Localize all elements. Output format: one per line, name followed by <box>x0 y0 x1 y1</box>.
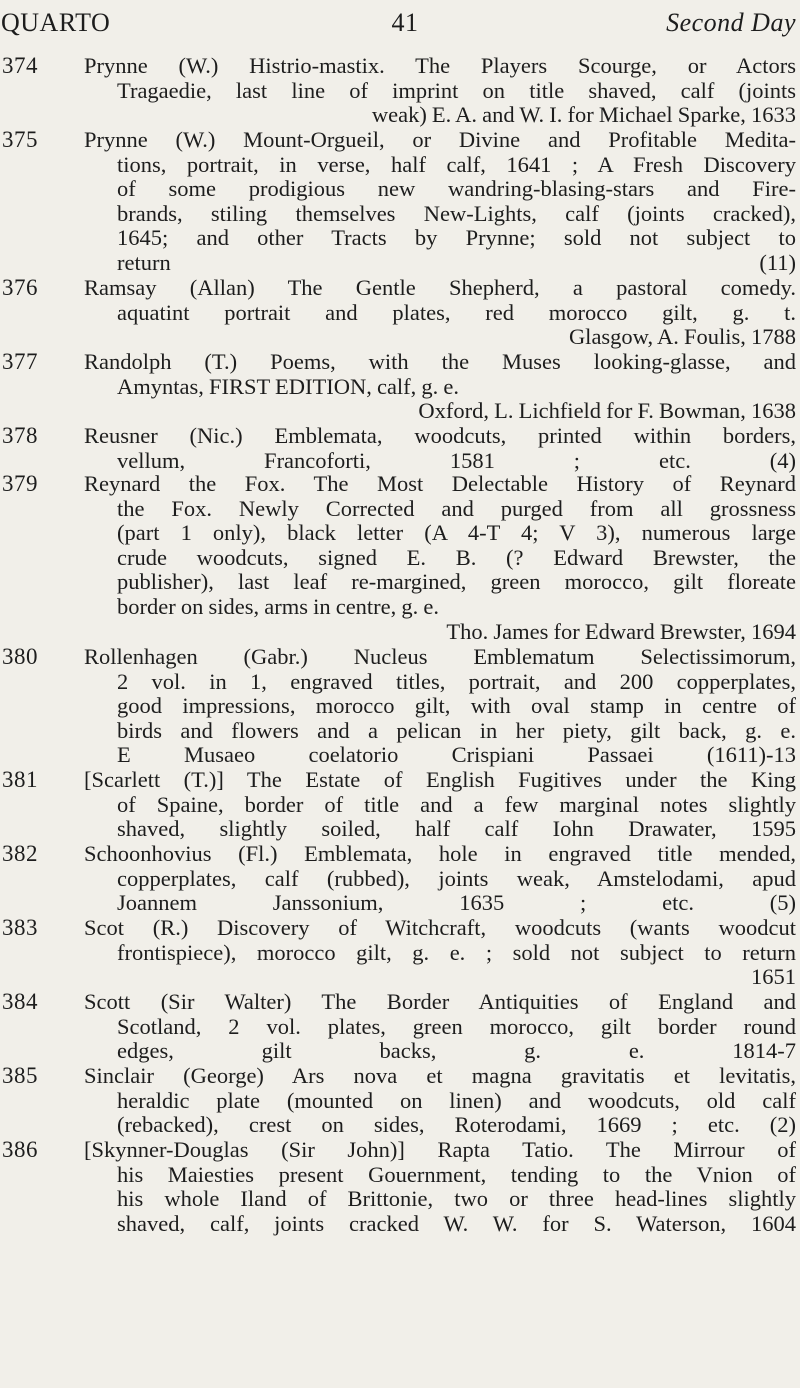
description-line: edges, gilt backs, g. e. 1814-7 <box>117 1039 796 1064</box>
description-line: Rollenhagen (Gabr.) Nucleus Emblematum Selectissimorum, <box>84 645 796 669</box>
description-line: of some prodigious new wandring-blasing-stars and Fire- <box>117 177 796 202</box>
description-line: shaved, calf, joints cracked W. W. for S. Waterson, 1604 <box>117 1211 796 1236</box>
description-line: Scott (Sir Walter) The Border Antiquities of England and <box>84 990 796 1014</box>
description-line: aquatint portrait and plates, red morocco gilt, g. t. <box>117 300 796 325</box>
description-line: weak) E. A. and W. I. for Michael Sparke, 1633 <box>371 103 796 128</box>
lot-number: 386 <box>2 1137 38 1162</box>
lot-number: 374 <box>2 53 38 78</box>
description-line: copperplates, calf (rubbed), joints weak, Amstelodami, apud <box>117 866 796 891</box>
page-number: 41 <box>391 8 419 37</box>
description-line: Oxford, L. Lichfield for F. Bowman, 1638 <box>418 399 796 424</box>
description-line: Ramsay (Allan) The Gentle Shepherd, a pastoral comedy. <box>84 276 796 300</box>
description-line: brands, stiling themselves New-Lights, calf (joints cracked), <box>117 201 796 226</box>
description-line: Scot (R.) Discovery of Witchcraft, woodcuts (wants woodcut <box>84 916 796 940</box>
lot-number: 385 <box>2 1063 38 1088</box>
lot-description <box>84 990 796 1064</box>
description-line: Randolph (T.) Poems, with the Muses looking-glasse, and <box>84 350 796 374</box>
description-line: [Scarlett (T.)] The Estate of English Fugitives under the King <box>84 768 796 792</box>
description-line: frontispiece), morocco gilt, g. e. ; sold not subject to return <box>117 940 796 965</box>
description-line: vellum, Francoforti, 1581 ; etc. (4) <box>117 448 796 473</box>
description-line: Reynard the Fox. The Most Delectable History of Reynard <box>84 472 796 496</box>
description-line: [Skynner-Douglas (Sir John)] Rapta Tatio. The Mirrour of <box>84 1138 796 1162</box>
description-line: birds and flowers and a pelican in her piety, gilt back, g. e. <box>117 718 796 743</box>
description-line: 1645; and other Tracts by Prynne; sold not subject to <box>117 226 796 251</box>
lot-description <box>84 842 796 916</box>
header-format: QUARTO <box>1 8 111 37</box>
description-line: tions, portrait, in verse, half calf, 1641 ; A Fresh Discovery <box>117 152 796 177</box>
description-line: (rebacked), crest on sides, Roterodami, 1669 ; etc. (2) <box>117 1113 796 1138</box>
description-line: Joannem Janssonium, 1635 ; etc. (5) <box>117 891 796 916</box>
page-header <box>0 8 800 42</box>
description-line: Glasgow, A. Foulis, 1788 <box>568 325 796 350</box>
description-line: the Fox. Newly Corrected and purged from all grossness <box>117 496 796 521</box>
header-sale-day: Second Day <box>666 8 796 37</box>
description-line: 2 vol. in 1, engraved titles, portrait, and 200 copperplates, <box>117 669 796 694</box>
description-line: publisher), last leaf re-margined, green morocco, gilt floreate <box>117 570 796 595</box>
description-line: Tho. James for Edward Brewster, 1694 <box>446 619 796 644</box>
description-line: of Spaine, border of title and a few marginal notes slightly <box>117 792 796 817</box>
description-line: his whole Iland of Brittonie, two or three head-lines slightly <box>117 1187 796 1212</box>
description-line: return (11) <box>117 250 796 275</box>
lot-description <box>84 128 796 276</box>
description-line: Prynne (W.) Mount-Orgueil, or Divine and Profitable Medita- <box>84 128 796 152</box>
description-line: Prynne (W.) Histrio-mastix. The Players Scourge, or Actors <box>84 54 796 78</box>
lot-description <box>84 472 796 644</box>
description-line: border on sides, arms in centre, g. e. <box>117 594 440 619</box>
lot-number: 379 <box>2 471 38 496</box>
description-line: Reusner (Nic.) Emblemata, woodcuts, printed within borders, <box>84 424 796 448</box>
lot-description <box>84 350 796 424</box>
description-line: good impressions, morocco gilt, with oval stamp in centre of <box>117 694 796 719</box>
lot-number: 381 <box>2 767 38 792</box>
description-line: Scotland, 2 vol. plates, green morocco, gilt border round <box>117 1014 796 1039</box>
description-line: 1651 <box>751 965 796 990</box>
lot-description <box>84 768 796 842</box>
lot-description <box>84 424 796 473</box>
description-line: E Musaeo coelatorio Crispiani Passaei (1611)-13 <box>117 743 796 768</box>
description-line: shaved, slightly soiled, half calf Iohn Drawater, 1595 <box>117 817 796 842</box>
description-line: Amyntas, FIRST EDITION, calf, g. e. <box>117 374 460 399</box>
description-line: Schoonhovius (Fl.) Emblemata, hole in engraved title mended, <box>84 842 796 866</box>
lot-description <box>84 276 796 350</box>
description-line: heraldic plate (mounted on linen) and woodcuts, old calf <box>117 1088 796 1113</box>
lot-description <box>84 1138 796 1236</box>
lot-description <box>84 1064 796 1138</box>
lot-number: 382 <box>2 841 38 866</box>
description-line: Tragaedie, last line of imprint on title shaved, calf (joints <box>117 78 796 103</box>
description-line: Sinclair (George) Ars nova et magna gravitatis et levitatis, <box>84 1064 796 1088</box>
lot-number: 380 <box>2 644 38 669</box>
description-line: (part 1 only), black letter (A 4-T 4; V 3), numerous large <box>117 521 796 546</box>
lot-number: 383 <box>2 915 38 940</box>
lot-number: 376 <box>2 275 38 300</box>
description-line: his Maiesties present Gouernment, tending to the Vnion of <box>117 1162 796 1187</box>
lot-number: 378 <box>2 423 38 448</box>
lot-number: 377 <box>2 349 38 374</box>
lot-description <box>84 54 796 128</box>
lot-number: 375 <box>2 127 38 152</box>
lot-description <box>84 645 796 768</box>
description-line: crude woodcuts, signed E. B. (? Edward Brewster, the <box>117 545 796 570</box>
lot-number: 384 <box>2 989 38 1014</box>
lot-description <box>84 916 796 990</box>
